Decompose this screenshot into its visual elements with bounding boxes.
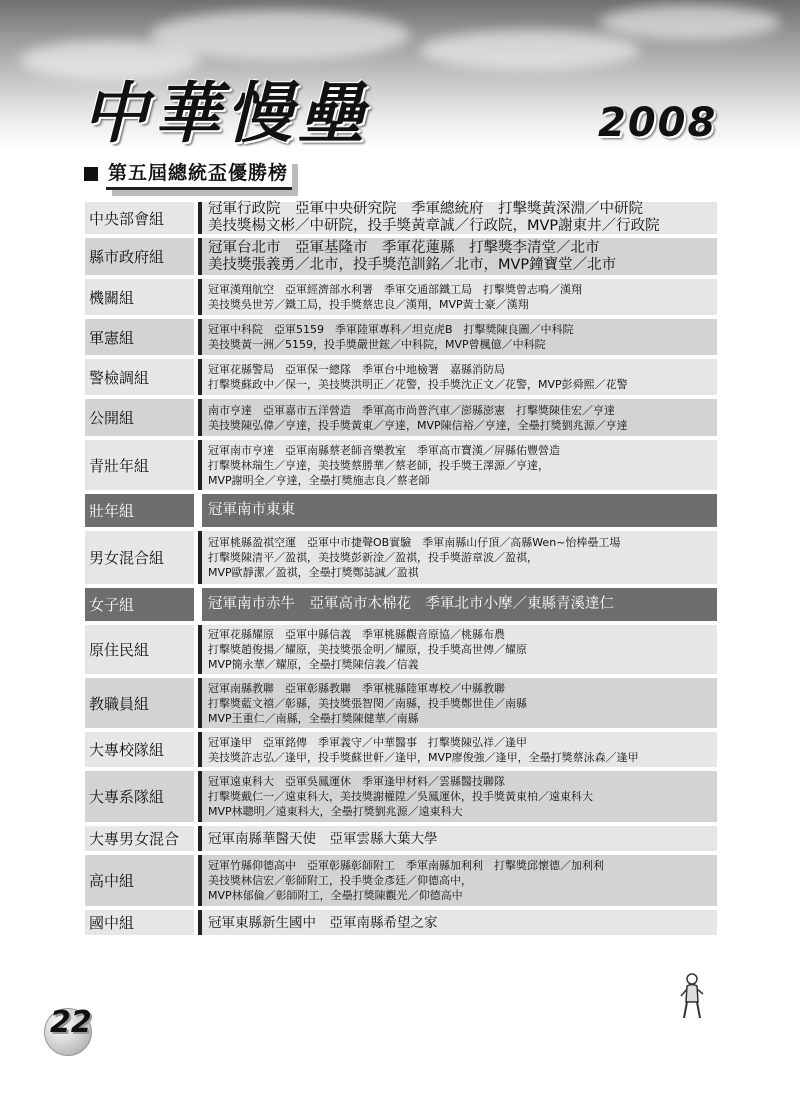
section-title (84, 162, 292, 186)
square-bullet-icon (84, 167, 98, 181)
row-category: 大專男女混合 (85, 826, 198, 851)
table-row (85, 625, 717, 674)
row-results: 冠軍桃縣盈祺空運 亞軍中市捷聲OB實驗 季軍南縣山仔頂／高縣Wen~怡棒壘工場 打擊獎陳清平／盈祺，美技獎彭新淦／盈祺，投手獎游章波／盈祺， MVP歐靜潔／盈祺，全壘打獎鄭誌誠／盈祺 (198, 531, 717, 584)
row-results: 冠軍南市赤牛 亞軍高市木棉花 季軍北市小摩／東縣青溪達仁 (198, 588, 717, 621)
row-results: 冠軍台北市 亞軍基隆市 季軍花蓮縣 打擊獎李清堂／北市 美技獎張義勇／北市，投手獎范訓銘／北市，MVP鐘寶堂／北市 (198, 238, 717, 275)
row-results: 冠軍東縣新生國中 亞軍南縣希望之家 (198, 910, 717, 935)
row-category: 公開組 (85, 399, 198, 436)
table-row (85, 588, 717, 621)
row-results: 冠軍逢甲 亞軍銘傳 季軍義守／中華醫事 打擊獎陳弘祥／逢甲 美技獎許志弘／逢甲，投手獎蘇世軒／逢甲，MVP廖俊強／逢甲，全壘打獎蔡泳森／逢甲 (198, 732, 717, 767)
player-mascot-icon (678, 972, 706, 1022)
row-results: 冠軍遠東科大 亞軍吳鳳運休 季軍逢甲材料／雲縣醫技聯隊 打擊獎戴仁一／遠東科大，美技獎謝權陞／吳鳳運休，投手獎黃東柏／遠東科大 MVP林聰明／遠東科大，全壘打獎劉兆源／遠東科大 (198, 771, 717, 822)
table-row (85, 531, 717, 584)
row-results: 冠軍中科院 亞軍5159 季軍陸軍專科／坦克虎B 打擊獎陳良圖／中科院 美技獎黃一洲／5159，投手獎嚴世鋐／中科院，MVP曾楓億／中科院 (198, 319, 717, 355)
table-row (85, 238, 717, 275)
table-row (85, 826, 717, 851)
table-row (85, 399, 717, 436)
row-category: 青壯年組 (85, 440, 198, 490)
row-category: 機關組 (85, 279, 198, 315)
row-category: 國中組 (85, 910, 198, 935)
row-results: 冠軍南縣華醫天使 亞軍雲縣大葉大學 (198, 826, 717, 851)
results-table (85, 202, 717, 939)
table-row (85, 771, 717, 822)
row-results: 冠軍行政院 亞軍中央研究院 季軍總統府 打擊獎黃深淵／中研院 美技獎楊文彬／中研院，投手獎黃章誠／行政院，MVP謝東井／行政院 (198, 202, 717, 234)
row-results: 冠軍南市亨達 亞軍南縣蔡老師音樂教室 季軍高市寶漢／屏縣佑豐營造 打擊獎林瑞生／亨達，美技獎蔡勝華／蔡老師，投手獎王澤源／亨達， MVP謝明全／亨達，全壘打獎施志良／蔡老師 (198, 440, 717, 490)
row-category: 原住民組 (85, 625, 198, 674)
row-category: 女子組 (85, 588, 198, 621)
magazine-title: 中華慢壘 (82, 74, 370, 152)
row-category: 軍憲組 (85, 319, 198, 355)
table-row (85, 319, 717, 355)
row-results: 冠軍竹縣仰德高中 亞軍彰縣彰師附工 季軍南縣加利利 打擊獎邱懷德／加利利 美技獎林信宏／彰師附工，投手獎金彥廷／仰德高中， MVP林郁倫／彰師附工，全壘打獎陳觀光／仰德高中 (198, 855, 717, 906)
table-row (85, 732, 717, 767)
row-results: 冠軍花縣耀原 亞軍中縣信義 季軍桃縣觀音原協／桃縣布農 打擊獎趙俊揚／耀原，美技獎張金明／耀原，投手獎高世傳／耀原 MVP簡永華／耀原，全壘打獎陳信義／信義 (198, 625, 717, 674)
row-category: 壯年組 (85, 494, 198, 527)
table-row (85, 279, 717, 315)
table-row (85, 202, 717, 234)
magazine-year: 2008 (598, 100, 718, 146)
table-row (85, 910, 717, 935)
section-title-text: 第五屆總統盃優勝榜 (106, 158, 292, 190)
row-category: 縣市政府組 (85, 238, 198, 275)
row-results: 南市亨達 亞軍嘉市五洋營造 季軍高市尚普汽車／澎縣澎憲 打擊獎陳佳宏／亨達 美技獎陳弘偉／亨達，投手獎黃東／亨達，MVP陳信裕／亨達，全壘打獎劉兆源／亨達 (198, 399, 717, 436)
row-category: 教職員組 (85, 678, 198, 728)
table-row (85, 494, 717, 527)
row-category: 中央部會組 (85, 202, 198, 234)
row-results: 冠軍南市東東 (198, 494, 717, 527)
row-category: 高中組 (85, 855, 198, 906)
row-results: 冠軍漢翔航空 亞軍經濟部水利署 季軍交通部鐵工局 打擊獎曾志鳴／漢翔 美技獎吳世芳／鐵工局，投手獎蔡忠良／漢翔，MVP黃士豪／漢翔 (198, 279, 717, 315)
row-results: 冠軍南縣教聯 亞軍彰縣教聯 季軍桃縣陸軍專校／中縣教聯 打擊獎藍文禧／彰縣，美技獎張智閔／南縣，投手獎鄭世佳／南縣 MVP王重仁／南縣，全壘打獎陳健華／南縣 (198, 678, 717, 728)
row-results: 冠軍花縣警局 亞軍保一總隊 季軍台中地檢署 嘉縣消防局 打擊獎蘇政中／保一，美技獎洪明正／花警，投手獎沈正文／花警，MVP彭舜熙／花警 (198, 359, 717, 395)
row-category: 男女混合組 (85, 531, 198, 584)
table-row (85, 359, 717, 395)
row-category: 大專系隊組 (85, 771, 198, 822)
page-number: 22 (50, 1005, 92, 1040)
table-row (85, 678, 717, 728)
row-category: 大專校隊組 (85, 732, 198, 767)
table-row (85, 855, 717, 906)
row-category: 警檢調組 (85, 359, 198, 395)
table-row (85, 440, 717, 490)
